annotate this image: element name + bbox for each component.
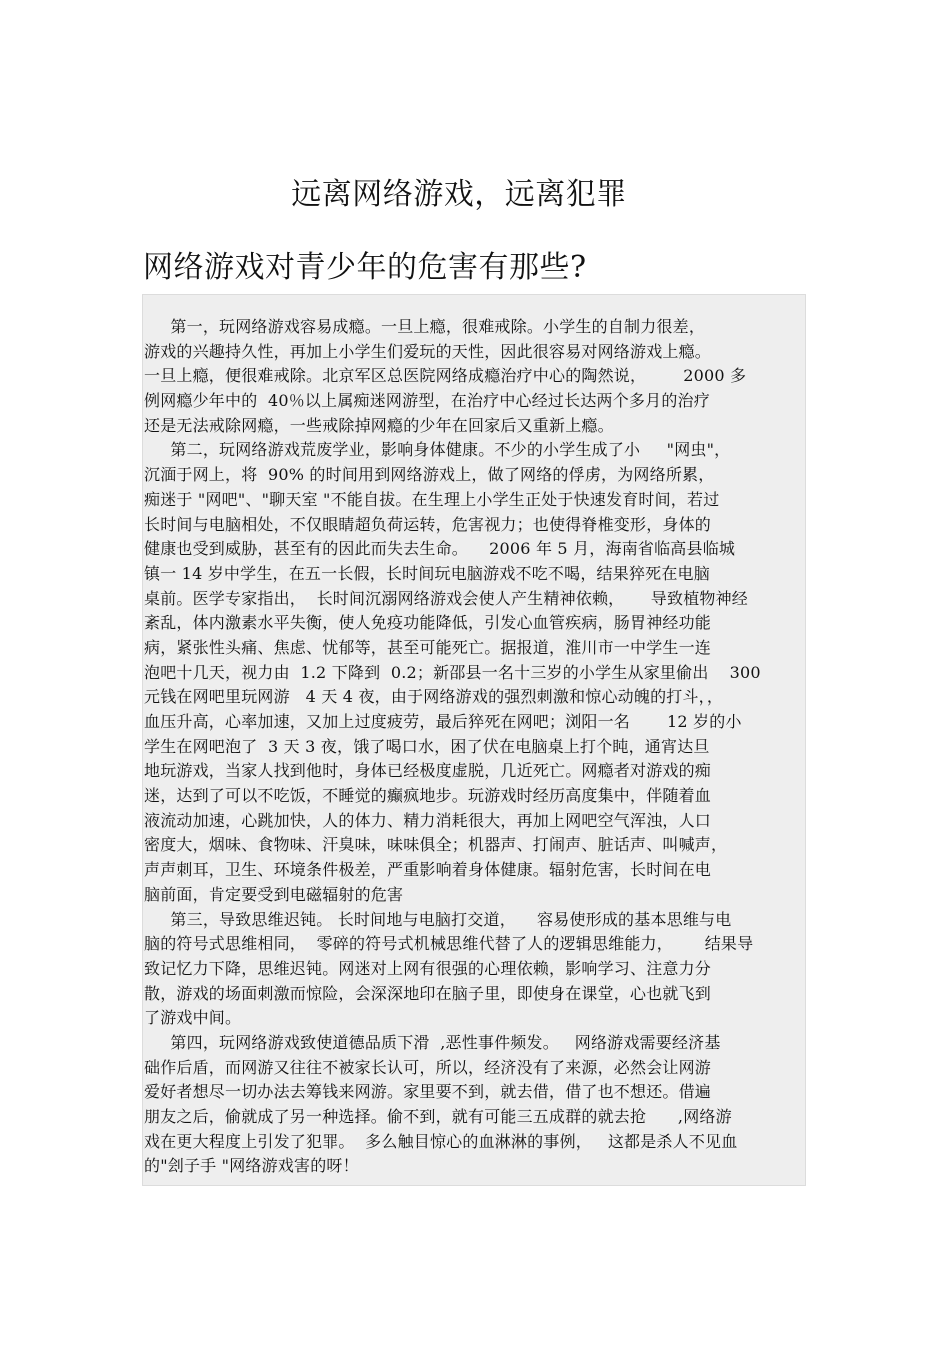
body-line: 脑前面，肯定要受到电磁辐射的危害 [144, 884, 404, 904]
body-line: 紊乱，体内激素水平失衡，使人免疫功能降低，引发心血管疾病，肠胃神经功能 [144, 613, 712, 633]
body-line: 沉湎于网上，将 90% 的时间用到网络游戏上，做了网络的俘虏，为网络所累， [144, 465, 715, 485]
body-line: 迷，达到了可以不吃饭，不睡觉的癫疯地步。玩游戏时经历高度集中，伴随着血 [144, 786, 712, 806]
body-line: 爱好者想尽一切办法去筹钱来网游。家里要不到，就去借，借了也不想还。借遍 [144, 1082, 712, 1102]
body-line: 第四，玩网络游戏致使道德品质下滑 ,恶性事件频发。 网络游戏需要经济基 [144, 1032, 721, 1052]
body-line: 液流动加速，心跳加快，人的体力、精力消耗很大，再加上网吧空气浑浊，人口 [144, 810, 712, 830]
body-line: 健康也受到威胁，甚至有的因此而失去生命。 2006 年 5 月，海南省临高县临城 [144, 539, 736, 559]
body-line: 密度大，烟味、食物味、汗臭味，味味俱全；机器声、打闹声、脏话声、叫喊声， [144, 835, 728, 855]
body-line: 例网瘾少年中的 40％以上属痴迷网游型，在治疗中心经过长达两个多月的治疗 [144, 391, 710, 411]
body-line: 还是无法戒除网瘾，一些戒除掉网瘾的少年在回家后又重新上瘾。 [144, 415, 614, 435]
body-line: 长时间与电脑相处，不仅眼睛超负荷运转，危害视力；也使得脊椎变形，身体的 [144, 514, 712, 534]
section-heading: 网络游戏对青少年的危害有那些? [143, 250, 587, 285]
body-line: 第三，导致思维迟钝。 长时间地与电脑打交道， 容易使形成的基本思维与电 [144, 909, 732, 929]
body-line: 游戏的兴趣持久性，再加上小学生们爱玩的天性，因此很容易对网络游戏上瘾。 [144, 341, 712, 361]
body-line: 散，游戏的场面刺激而惊险，会深深地印在脑子里，即使身在课堂，心也就飞到 [144, 983, 712, 1003]
body-line: 桌前。医学专家指出， 长时间沉溺网络游戏会使人产生精神依赖， 导致植物神经 [144, 588, 749, 608]
body-line: 朋友之后，偷就成了另一种选择。偷不到，就有可能三五成群的就去抢 ,网络游 [144, 1107, 732, 1126]
body-line: 地玩游戏，当家人找到他时，身体已经极度虚脱，几近死亡。网瘾者对游戏的痴 [144, 761, 712, 781]
body-line: 第一，玩网络游戏容易成瘾。一旦上瘾，很难戒除。小学生的自制力很差， [144, 317, 706, 336]
body-line: 血压升高，心率加速，又加上过度疲劳，最后猝死在网吧；浏阳一名 12 岁的小 [144, 712, 742, 731]
body-line: 戏在更大程度上引发了犯罪。 多么触目惊心的血淋淋的事例， 这都是杀人不见血 [144, 1131, 738, 1151]
body-line: 学生在网吧泡了 3 天 3 夜，饿了喝口水，困了伏在电脑桌上打个盹，通宵达旦 [144, 736, 710, 756]
body-line: 病，紧张性头痛、焦虑、忧郁等，甚至可能死亡。据报道，淮川市一中学生一连 [144, 637, 712, 657]
body-line: 一旦上瘾，便很难戒除。北京军区总医院网络成瘾治疗中心的陶然说， 2000 多 [144, 366, 747, 386]
body-line: 致记忆力下降，思维迟钝。网迷对上网有很强的心理依赖，影响学习、注意力分 [144, 958, 712, 978]
body-line: 镇一 14 岁中学生，在五一长假，长时间玩电脑游戏不吃不喝，结果猝死在电脑 [144, 563, 710, 583]
body-line: 的"刽子手 "网络游戏害的呀！ [144, 1156, 359, 1176]
body-line: 第二，玩网络游戏荒废学业，影响身体健康。不少的小学生成了小 "网虫"， [144, 440, 731, 460]
body-line: 泡吧十几天，视力由 1.2 下降到 0.2；新邵县一名十三岁的小学生从家里偷出 300 [144, 662, 761, 682]
body-line: 声声刺耳，卫生、环境条件极差，严重影响着身体健康。辐射危害，长时间在电 [144, 860, 712, 880]
body-line: 础作后盾，而网游又往往不被家长认可，所以，经济没有了来源，必然会让网游 [144, 1057, 712, 1077]
body-line: 脑的符号式思维相同， 零碎的符号式机械思维代替了人的逻辑思维能力， 结果导 [144, 934, 754, 954]
body-line: 了游戏中间。 [144, 1008, 242, 1028]
document-title: 远离网络游戏，远离犯罪 [291, 177, 627, 212]
body-line: 元钱在网吧里玩网游 4 天 4 夜，由于网络游戏的强烈刺激和惊心动魄的打斗，， [144, 687, 724, 707]
body-text [144, 315, 806, 1179]
body-line: 痴迷于 "网吧"、"聊天室 "不能自拔。在生理上小学生正处于快速发育时间，若过 [144, 489, 720, 509]
